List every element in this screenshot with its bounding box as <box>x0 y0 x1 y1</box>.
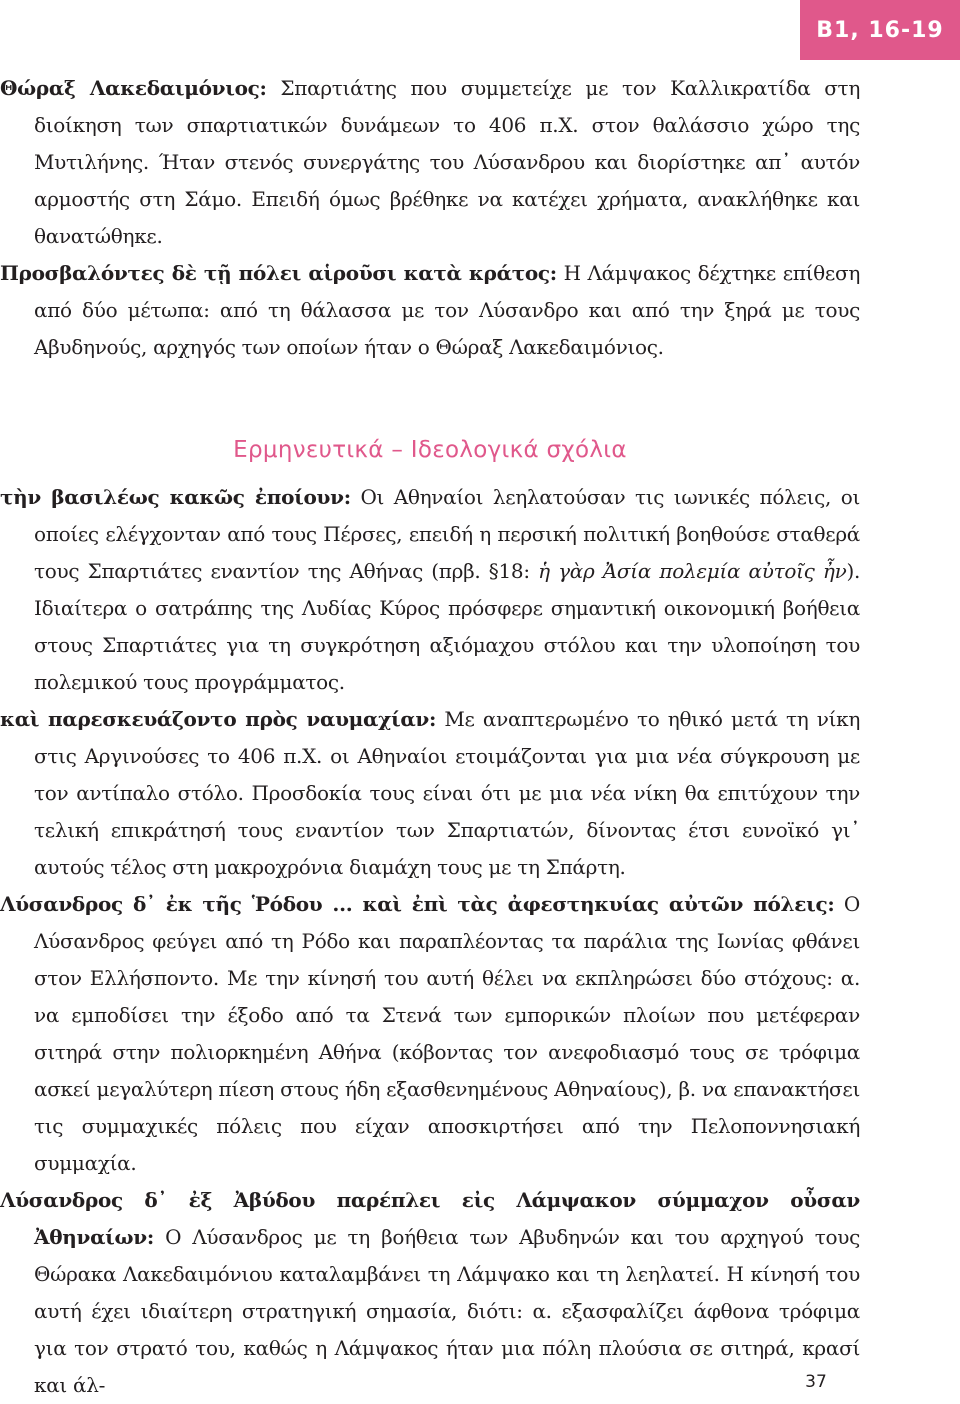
entry-text: Ο Λύσανδρος φεύγει από τη Ρόδο και παραπλέοντας τα παράλια της Ιωνίας φθάνει στον Ελλήσποντο. Με την κίνησή του αυτή θέλει να εκπληρώσει δύο στόχους: α. να εμποδίσει την έξοδο από τα Στενά των εμπορικών πλοίων που μετέφεραν σιτηρά στην πολιορκημένη Αθήνα (κόβοντας τον ανεφοδιασμό τους σε τρόφιμα ασκεί μεγαλύτερη πίεση στους ήδη εξασθενημένους Αθηναίους), β. να επανακτήσει τις συμμαχικές πόλεις που είχαν αποσκιρτήσει από την Πελοποννησιακή συμμαχία. <box>34 892 860 1175</box>
entry-lemma: καὶ παρεσκευάζοντο πρὸς ναυμαχίαν: <box>0 707 437 731</box>
commentary-entry-naval-prep <box>0 701 860 886</box>
glossary-entries <box>0 70 860 366</box>
commentary-entries <box>0 479 860 1404</box>
section-heading: Ερμηνευτικά – Ιδεολογικά σχόλια <box>233 437 627 463</box>
commentary-entry-king <box>0 479 860 701</box>
page-number: 37 <box>805 1372 827 1392</box>
entry-lemma: Θώραξ Λακεδαιμόνιος: <box>0 76 267 100</box>
entry-text-continued: ). Ιδιαίτερα ο σατράπης της Λυδίας Κύρος πρόσφερε σημαντική οικονομική βοήθεια στους Σπαρτιάτες για τη συγκρότηση αξιόμαχου στόλου και την υλοποίηση του πολεμικού τους προγράμματος. <box>34 559 860 694</box>
entry-text: Η Λάμψακος δέχτηκε επίθεση από δύο μέτωπα: από τη θάλασσα με τον Λύσανδρο και από την ξηρά με τους Αβυδηνούς, αρχηγός των οποίων ήταν ο Θώραξ Λακεδαιμόνιος. <box>34 261 861 359</box>
entry-lemma: τὴν βασιλέως κακῶς ἐποίουν: <box>0 485 351 509</box>
glossary-entry-lampsakos-attack <box>0 255 860 366</box>
entry-lemma: Προσβαλόντες δὲ τῇ πόλει αἱροῦσι κατὰ κράτος: <box>0 261 557 285</box>
section-label: Β1, 16-19 <box>816 17 944 43</box>
entry-text: Σπαρτιάτης που συμμετείχε με τον Καλλικρατίδα στη διοίκηση των σπαρτιατικών δυνάμεων το 406 π.Χ. στον θαλάσσιο χώρο της Μυτιλήνης. Ήταν στενός συνεργάτης του Λύσανδρου και διορίστηκε απ᾽ αυτόν αρμοστής στη Σάμο. Επειδή όμως βρέθηκε να κατέχει χρήματα, ανακλήθηκε και θανατώθηκε. <box>34 76 860 248</box>
entry-text: Ο Λύσανδρος με τη βοήθεια των Αβυδηνών και του αρχηγού τους Θώρακα Λακεδαιμόνιου καταλαμβάνει τη Λάμψακο και τη λεηλατεί. Η κίνησή του αυτή έχει ιδιαίτερη στρατηγική σημασία, διότι: α. εξασφαλίζει άφθονα τρόφιμα για τον στρατό του, καθώς η Λάμψακος ήταν μια πόλη πλούσια σε σιτηρά, κρασί και άλ- <box>34 1225 860 1397</box>
ancient-quote: ἡ γὰρ Ἀσία πολεμία αὐτοῖς ἦν <box>538 559 847 583</box>
section-tab <box>800 0 960 60</box>
entry-lemma: Λύσανδρος δ᾽ ἐξ Ἀβύδου παρέπλει εἰς Λάμψακον σύμμαχον οὖσαν Ἀθηναίων: <box>0 1188 860 1249</box>
entry-lemma: Λύσανδρος δ᾽ ἐκ τῆς Ῥόδου ... καὶ ἐπὶ τὰς ἀφεστηκυίας αὐτῶν πόλεις: <box>0 892 835 916</box>
entry-text: Οι Αθηναίοι λεηλατούσαν τις ιωνικές πόλεις, οι οποίες ελέγχονταν από τους Πέρσες, επειδή η περσική πολιτική βοηθούσε σταθερά τους Σπαρτιάτες εναντίον της Αθήνας (πρβ. §18: <box>34 485 861 583</box>
entry-text: Με αναπτερωμένο το ηθικό μετά τη νίκη στις Αργινούσες το 406 π.Χ. οι Αθηναίοι ετοιμάζονται για μια νέα σύγκρουση με τον αντίπαλο στόλο. Προσδοκία τους είναι ότι με μια νέα νίκη θα επιτύχουν την τελική επικράτησή τους εναντίον των Σπαρτιατών, δίνοντας έτσι ευνοϊκό γι᾽ αυτούς τέλος στη μακροχρόνια διαμάχη τους με τη Σπάρτη. <box>34 707 860 879</box>
glossary-entry-thorax <box>0 70 860 255</box>
commentary-entry-lysander-abydos <box>0 1182 860 1404</box>
commentary-entry-lysander-rhodes <box>0 886 860 1182</box>
